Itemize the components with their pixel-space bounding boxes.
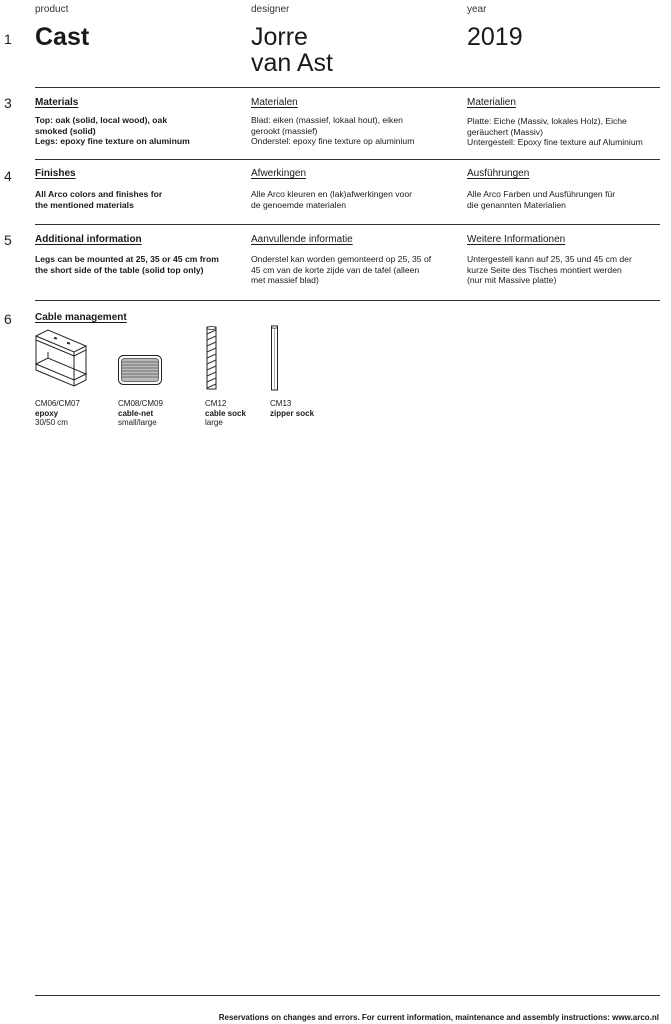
cable-item xyxy=(205,399,246,428)
cable-item-name: epoxy xyxy=(35,408,59,418)
designer-label: designer xyxy=(251,4,290,15)
additional-title-de: Weitere Informationen xyxy=(467,234,566,245)
section-number-materials: 3 xyxy=(4,95,12,111)
section-number-finishes: 4 xyxy=(4,168,12,184)
materials-text-de: Platte: Eiche (Massiv, lokales Holz), Eiche geräuchert (Massiv) Untergestell: Epoxy fine texture auf Aluminium xyxy=(467,116,643,147)
cable-item-code: CM08/CM09 xyxy=(118,399,163,408)
divider xyxy=(35,87,660,88)
finishes-text-nl: Alle Arco kleuren en (lak)afwerkingen voor de genoemde materialen xyxy=(251,189,412,210)
finishes-title-en: Finishes xyxy=(35,168,76,179)
finishes-text-en: All Arco colors and finishes for the mentioned materials xyxy=(35,189,163,210)
row-number-1: 1 xyxy=(4,31,12,47)
designer-name-line2: van Ast xyxy=(251,49,333,77)
materials-text-nl: Blad: eiken (massief, lokaal hout), eiken gerookt (massief) Onderstel: epoxy fine texture op aluminium xyxy=(251,115,415,146)
cable-item-code: CM13 xyxy=(270,399,292,408)
divider xyxy=(35,159,660,160)
footer-note: Reservations on changes and errors. For current information, maintenance and assembly instructions: www.arco.nl xyxy=(218,1013,659,1022)
designer-name-line1: Jorre xyxy=(251,23,308,51)
divider xyxy=(35,224,660,225)
materials-title-de: Materialien xyxy=(467,97,516,108)
cable-item-size: 30/50 cm xyxy=(35,418,68,427)
finishes-title-nl: Afwerkingen xyxy=(251,168,307,179)
cable-item-size: large xyxy=(205,418,223,427)
product-label: product xyxy=(35,4,69,15)
footer-divider xyxy=(35,995,660,996)
cable-item-size: small/large xyxy=(118,418,157,427)
additional-text-nl: Onderstel kan worden gemonteerd op 25, 35 of 45 cm van de korte zijde van de tafel (alleen met massief blad) xyxy=(251,254,432,285)
cable-net-icon xyxy=(118,355,162,385)
additional-title-nl: Aanvullende informatie xyxy=(251,234,353,245)
materials-title-en: Materials xyxy=(35,97,79,108)
cable-item-name: cable sock xyxy=(205,408,246,418)
year-value: 2019 xyxy=(467,23,523,51)
cable-item-name: zipper sock xyxy=(270,408,315,418)
cable-tray-icon xyxy=(34,330,90,390)
additional-text-en: Legs can be mounted at 25, 35 or 45 cm from the short side of the table (solid top only) xyxy=(35,254,219,275)
section-number-additional: 5 xyxy=(4,232,12,248)
additional-text-de: Untergestell kann auf 25, 35 und 45 cm der kurze Seite des Tisches montiert werden (nur mit Massive platte) xyxy=(467,254,632,285)
zipper-sock-icon xyxy=(270,325,280,391)
materials-text-en: Top: oak (solid, local wood), oak smoked (solid) Legs: epoxy fine texture on aluminum xyxy=(35,115,190,146)
cable-sock-icon xyxy=(205,326,219,390)
cable-item-code: CM12 xyxy=(205,399,227,408)
divider xyxy=(35,300,660,301)
finishes-text-de: Alle Arco Farben und Ausführungen für die genannten Materialien xyxy=(467,189,616,210)
cable-item xyxy=(270,399,314,418)
additional-title-en: Additional information xyxy=(35,234,142,245)
cable-item-name: cable-net xyxy=(118,408,154,418)
cable-management-title: Cable management xyxy=(35,312,127,323)
cable-item xyxy=(118,399,163,428)
section-number-cable: 6 xyxy=(4,311,12,327)
cable-item-code: CM06/CM07 xyxy=(35,399,80,408)
cable-item xyxy=(35,399,80,428)
year-label: year xyxy=(467,4,487,15)
materials-title-nl: Materialen xyxy=(251,97,298,108)
finishes-title-de: Ausführungen xyxy=(467,168,530,179)
product-name: Cast xyxy=(35,23,90,51)
